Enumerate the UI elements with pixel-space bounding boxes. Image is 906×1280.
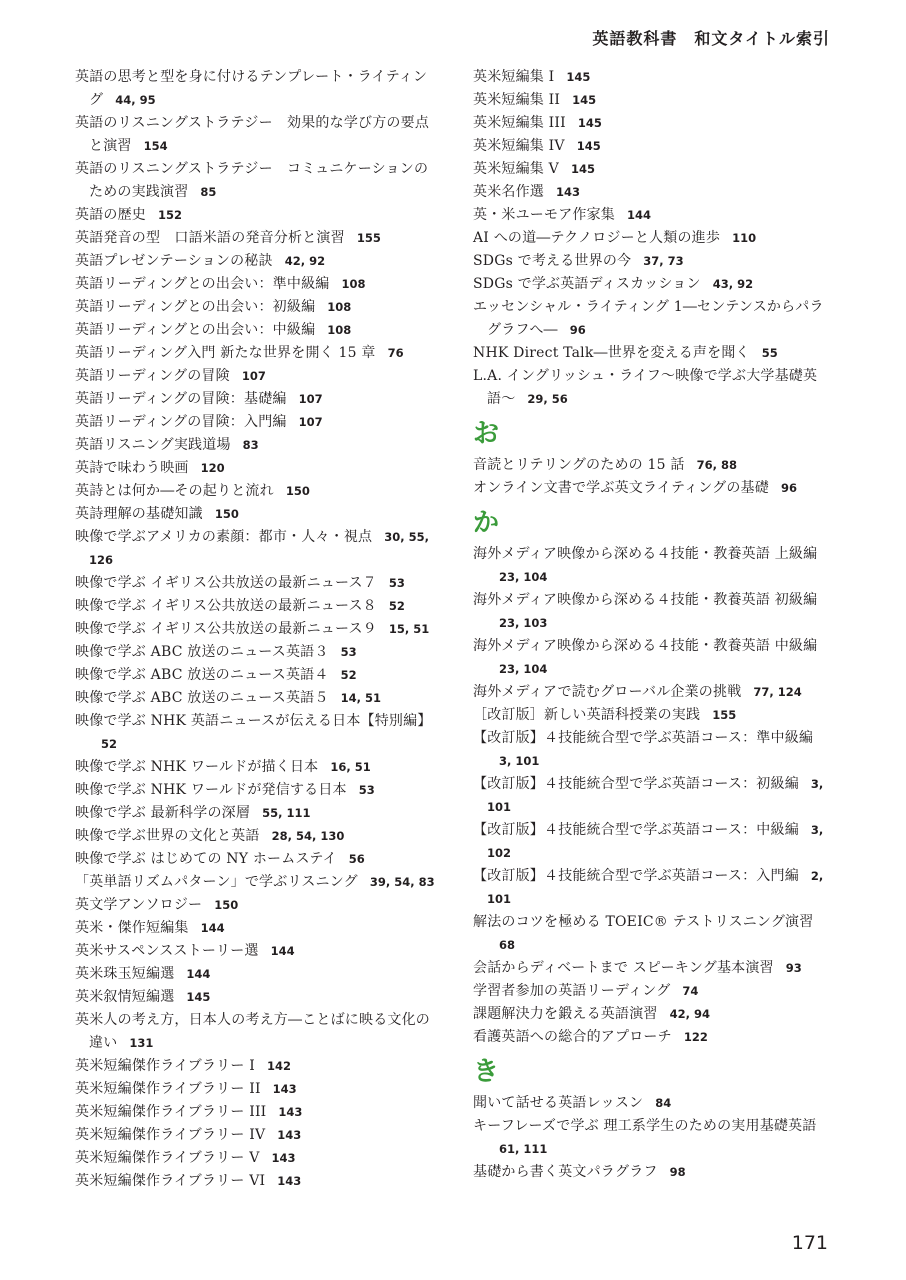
entry-pages: 56 (348, 852, 365, 866)
entry-title: 【改訂版】４技能統合型で学ぶ英語コース：中級編 (473, 822, 799, 838)
entry-title: 英語リーディングの冒険：入門編 (75, 414, 287, 430)
entry-title: 英語の歴史 (75, 207, 146, 223)
entry-pages: 144 (627, 208, 652, 222)
index-entry (75, 1055, 437, 1078)
entry-pages: 107 (298, 392, 323, 406)
entry-pages: 108 (327, 300, 352, 314)
index-entry (473, 158, 835, 181)
entry-pages: 93 (785, 961, 802, 975)
entry-pages: 44, 95 (115, 93, 156, 107)
entry-title: 映像で学ぶ イギリス公共放送の最新ニュース８ (75, 598, 377, 614)
running-header: 英語教科書 和文タイトル索引 (592, 29, 830, 48)
index-entry (75, 1124, 437, 1147)
index-entry (75, 917, 437, 940)
entry-pages: 108 (327, 323, 352, 337)
entry-title: 海外メディア映像から深める４技能・教養英語 初級編 (473, 592, 818, 608)
entry-title: 海外メディア映像から深める４技能・教養英語 上級編 (473, 546, 818, 562)
index-entry (473, 181, 835, 204)
entry-title: 映像で学ぶ はじめての NY ホームステイ (75, 851, 337, 867)
entry-title: 英米・傑作短編集 (75, 920, 189, 936)
entry-pages: 145 (186, 990, 211, 1004)
entry-pages: 143 (271, 1151, 296, 1165)
entry-title: 音読とリテリングのための 15 話 (473, 457, 685, 473)
index-entry (75, 434, 437, 457)
index-entry (75, 940, 437, 963)
entry-title: 【改訂版】４技能統合型で学ぶ英語コース：初級編 (473, 776, 799, 792)
entry-pages: 107 (241, 369, 266, 383)
index-entry (473, 250, 835, 273)
entry-title: 英詩で味わう映画 (75, 460, 189, 476)
entry-pages: 155 (356, 231, 381, 245)
index-entry (473, 273, 835, 296)
entry-title: 聞いて話せる英語レッスン (473, 1095, 644, 1111)
entry-title: 英詩理解の基礎知識 (75, 506, 203, 522)
entry-title: 英米短編集 V (473, 161, 559, 177)
index-entry (75, 963, 437, 986)
entry-pages: 52 (101, 737, 118, 751)
entry-pages: 15, 51 (388, 622, 430, 636)
index-entry (75, 1078, 437, 1101)
entry-title: 「英単語リズムパターン」で学ぶリスニング (75, 874, 358, 890)
entry-title: 映像で学ぶ イギリス公共放送の最新ニュース７ (75, 575, 377, 591)
entry-pages: 120 (200, 461, 225, 475)
entry-title: 【改訂版】４技能統合型で学ぶ英語コース：準中級編 (473, 730, 814, 746)
index-entry (75, 848, 437, 871)
entry-pages: 37, 73 (643, 254, 684, 268)
entry-title: 英米サスペンスストーリー選 (75, 943, 259, 959)
index-entry (473, 1092, 835, 1115)
entry-pages: 107 (298, 415, 323, 429)
index-entry (473, 773, 835, 819)
index-entry (473, 911, 835, 957)
index-entry (75, 227, 437, 250)
index-entry (75, 664, 437, 687)
index-entry (473, 112, 835, 135)
entry-title: 映像で学ぶ NHK ワールドが発信する日本 (75, 782, 347, 798)
entry-pages: 55, 111 (262, 806, 311, 820)
section-heading-kana: か (473, 508, 500, 538)
entry-title: 基礎から書く英文パラグラフ (473, 1164, 658, 1180)
entry-pages: 28, 54, 130 (271, 829, 345, 843)
entry-title: エッセンシャル・ライティング 1―センテンスからパラグラフへ― (473, 299, 824, 338)
entry-pages: 96 (569, 323, 586, 337)
entry-title: 英・米ユーモア作家集 (473, 207, 615, 223)
entry-title: 英詩とは何か―その起りと流れ (75, 483, 274, 499)
entry-pages: 43, 92 (712, 277, 754, 291)
entry-title: 映像で学ぶ ABC 放送のニュース英語５ (75, 690, 329, 706)
entry-title: 英米叙情短編選 (75, 989, 175, 1005)
index-entry (473, 704, 835, 727)
section-heading-kana: き (473, 1057, 500, 1087)
index-entry (75, 204, 437, 227)
index-entry (75, 825, 437, 848)
entry-title: 英米短編傑作ライブラリー V (75, 1150, 260, 1166)
index-entry (473, 727, 835, 773)
entry-pages: 3, 101 (487, 777, 824, 814)
index-entry (473, 227, 835, 250)
index-entry (75, 296, 437, 319)
entry-title: 英米短編傑作ライブラリー VI (75, 1173, 266, 1189)
entry-title: 英語プレゼンテーションの秘訣 (75, 253, 273, 269)
entry-pages: 83 (242, 438, 259, 452)
entry-title: 解法のコツを極める TOEIC® テストリスニング演習 (473, 914, 814, 930)
entry-title: 映像で学ぶ世界の文化と英語 (75, 828, 260, 844)
entry-pages: 142 (266, 1059, 291, 1073)
entry-pages: 145 (570, 162, 595, 176)
entry-title: 英語リスニング実践道場 (75, 437, 231, 453)
entry-pages: 143 (556, 185, 581, 199)
index-entry (473, 1115, 835, 1161)
entry-pages: 150 (214, 507, 239, 521)
entry-title: 映像で学ぶ NHK 英語ニュースが伝える日本【特別編】 (75, 713, 432, 729)
index-entry (75, 411, 437, 434)
index-entry (75, 112, 437, 158)
entry-title: SDGs で学ぶ英語ディスカッション (473, 276, 701, 292)
entry-pages: 145 (566, 70, 591, 84)
index-entry (75, 457, 437, 480)
index-entry (473, 66, 835, 89)
index-entry (473, 1161, 835, 1184)
index-entry (75, 66, 437, 112)
entry-title: 英語の思考と型を身に付けるテンプレート・ライティング (75, 69, 428, 108)
entry-pages: 98 (669, 1165, 686, 1179)
entry-pages: 143 (272, 1082, 297, 1096)
index-entry (75, 1170, 437, 1193)
entry-title: 海外メディアで読むグローバル企業の挑戦 (473, 684, 742, 700)
index-entry (473, 89, 835, 112)
entry-pages: 68 (499, 938, 516, 952)
entry-title: 英米短編集 I (473, 69, 555, 85)
index-entry (473, 980, 835, 1003)
index-column-right (473, 66, 835, 1184)
index-entry (75, 1147, 437, 1170)
entry-pages: 23, 104 (499, 662, 548, 676)
index-entry (473, 342, 835, 365)
index-entry (473, 135, 835, 158)
index-entry (473, 454, 835, 477)
entry-title: 映像で学ぶアメリカの素顔：都市・人々・視点 (75, 529, 373, 545)
entry-pages: 61, 111 (499, 1142, 548, 1156)
entry-pages: 16, 51 (330, 760, 371, 774)
index-entry (75, 894, 437, 917)
section-heading-kana: お (473, 419, 500, 449)
entry-pages: 52 (388, 599, 405, 613)
entry-title: 英語のリスニングストラテジー 効果的な学び方の要点と演習 (75, 115, 430, 154)
index-entry (75, 365, 437, 388)
index-entry (75, 756, 437, 779)
entry-title: 海外メディア映像から深める４技能・教養英語 中級編 (473, 638, 818, 654)
index-entry (75, 1009, 437, 1055)
entry-title: 英語のリスニングストラテジー コミュニケーションのための実践演習 (75, 161, 429, 200)
index-entry (75, 388, 437, 411)
entry-title: 英米珠玉短編選 (75, 966, 175, 982)
entry-pages: 85 (200, 185, 217, 199)
entry-pages: 150 (285, 484, 310, 498)
index-entry (75, 871, 437, 894)
entry-title: 英文学アンソロジー (75, 897, 203, 913)
entry-pages: 143 (278, 1105, 303, 1119)
entry-title: 会話からディベートまで スピーキング基本演習 (473, 960, 774, 976)
entry-pages: 76 (387, 346, 404, 360)
index-entry (75, 250, 437, 273)
entry-title: 英語発音の型 口語米語の発音分析と演習 (75, 230, 345, 246)
entry-pages: 108 (341, 277, 366, 291)
entry-pages: 76, 88 (696, 458, 737, 472)
index-entry (473, 819, 835, 865)
entry-pages: 53 (340, 645, 357, 659)
entry-title: キーフレーズで学ぶ 理工系学生のための実用基礎英語 (473, 1118, 817, 1134)
index-entry (473, 635, 835, 681)
entry-title: 【改訂版】４技能統合型で学ぶ英語コース：入門編 (473, 868, 799, 884)
entry-title: NHK Direct Talk―世界を変える声を聞く (473, 345, 750, 361)
entry-pages: 53 (388, 576, 405, 590)
entry-title: 英語リーディングとの出会い：準中級編 (75, 276, 330, 292)
entry-title: 英語リーディングの冒険 (75, 368, 230, 384)
entry-title: 学習者参加の英語リーディング (473, 983, 671, 999)
entry-title: 課題解決力を鍛える英語演習 (473, 1006, 658, 1022)
index-entry (75, 158, 437, 204)
entry-title: 映像で学ぶ NHK ワールドが描く日本 (75, 759, 319, 775)
entry-title: 看護英語への総合的アプローチ (473, 1029, 672, 1045)
entry-title: オンライン文書で学ぶ英文ライティングの基礎 (473, 480, 769, 496)
entry-pages: 155 (712, 708, 737, 722)
entry-pages: 143 (277, 1174, 302, 1188)
index-entry (75, 641, 437, 664)
entry-pages: 150 (214, 898, 239, 912)
entry-title: 英米短編傑作ライブラリー I (75, 1058, 255, 1074)
entry-pages: 122 (683, 1030, 708, 1044)
entry-pages: 110 (732, 231, 757, 245)
index-entry (75, 319, 437, 342)
index-entry (473, 296, 835, 342)
entry-title: 英語リーディングの冒険：基礎編 (75, 391, 287, 407)
entry-title: 英米短編傑作ライブラリー III (75, 1104, 267, 1120)
entry-title: ［改訂版］新しい英語科授業の実践 (473, 707, 701, 723)
entry-title: 英米人の考え方，日本人の考え方―ことばに映る文化の違い (75, 1012, 430, 1051)
entry-pages: 152 (158, 208, 183, 222)
entry-title: 英米短編傑作ライブラリー IV (75, 1127, 266, 1143)
entry-pages: 143 (277, 1128, 302, 1142)
entry-title: 英米短編傑作ライブラリー II (75, 1081, 261, 1097)
entry-pages: 96 (780, 481, 797, 495)
entry-title: 英米短編集 III (473, 115, 566, 131)
entry-pages: 154 (143, 139, 168, 153)
entry-pages: 3, 102 (487, 823, 824, 860)
entry-title: AI への道―テクノロジーと人類の進歩 (473, 230, 721, 246)
entry-pages: 144 (186, 967, 211, 981)
page-number: 171 (791, 1232, 828, 1254)
index-entry (473, 477, 835, 500)
entry-pages: 30, 55, 126 (89, 530, 429, 567)
index-entry (473, 957, 835, 980)
index-entry (75, 1101, 437, 1124)
entry-pages: 23, 104 (499, 570, 548, 584)
index-entry (75, 986, 437, 1009)
entry-pages: 55 (761, 346, 778, 360)
index-entry (473, 543, 835, 589)
entry-pages: 14, 51 (340, 691, 381, 705)
entry-title: 英語リーディングとの出会い：中級編 (75, 322, 316, 338)
index-entry (75, 618, 437, 641)
index-column-left (75, 66, 437, 1193)
index-entry (75, 342, 437, 365)
index-entry (75, 779, 437, 802)
index-entry (473, 865, 835, 911)
entry-title: 映像で学ぶ ABC 放送のニュース英語４ (75, 667, 329, 683)
entry-title: 映像で学ぶ イギリス公共放送の最新ニュース９ (75, 621, 377, 637)
index-entry (473, 1003, 835, 1026)
entry-title: 映像で学ぶ ABC 放送のニュース英語３ (75, 644, 329, 660)
index-entry (75, 710, 437, 756)
entry-title: 英米短編集 IV (473, 138, 565, 154)
index-entry (75, 503, 437, 526)
index-entry (75, 802, 437, 825)
index-entry (473, 681, 835, 704)
entry-pages: 3, 101 (499, 754, 540, 768)
entry-pages: 52 (340, 668, 357, 682)
entry-title: 英米短編集 II (473, 92, 561, 108)
entry-pages: 42, 92 (284, 254, 326, 268)
index-entry (75, 595, 437, 618)
entry-title: 英語リーディングとの出会い：初級編 (75, 299, 316, 315)
index-entry (75, 687, 437, 710)
index-entry (473, 589, 835, 635)
entry-pages: 42, 94 (669, 1007, 710, 1021)
entry-title: 映像で学ぶ 最新科学の深層 (75, 805, 251, 821)
index-entry (473, 365, 835, 411)
entry-pages: 145 (577, 116, 602, 130)
index-entry (75, 572, 437, 595)
entry-pages: 2, 101 (487, 869, 824, 906)
entry-pages: 74 (682, 984, 699, 998)
entry-pages: 145 (576, 139, 601, 153)
index-entry (75, 526, 437, 572)
entry-pages: 131 (129, 1036, 154, 1050)
entry-pages: 144 (200, 921, 225, 935)
entry-title: SDGs で考える世界の今 (473, 253, 632, 269)
entry-pages: 145 (572, 93, 597, 107)
entry-pages: 39, 54, 83 (369, 875, 435, 889)
index-entry (473, 204, 835, 227)
entry-pages: 84 (655, 1096, 672, 1110)
entry-pages: 23, 103 (499, 616, 548, 630)
entry-pages: 77, 124 (753, 685, 802, 699)
entry-title: L.A. イングリッシュ・ライフ〜映像で学ぶ大学基礎英語〜 (473, 368, 818, 407)
entry-pages: 29, 56 (527, 392, 568, 406)
index-entry (75, 480, 437, 503)
entry-title: 英語リーディング入門 新たな世界を開く 15 章 (75, 345, 376, 361)
entry-title: 英米名作選 (473, 184, 544, 200)
index-entry (473, 1026, 835, 1049)
index-entry (75, 273, 437, 296)
entry-pages: 53 (358, 783, 375, 797)
entry-pages: 144 (270, 944, 295, 958)
